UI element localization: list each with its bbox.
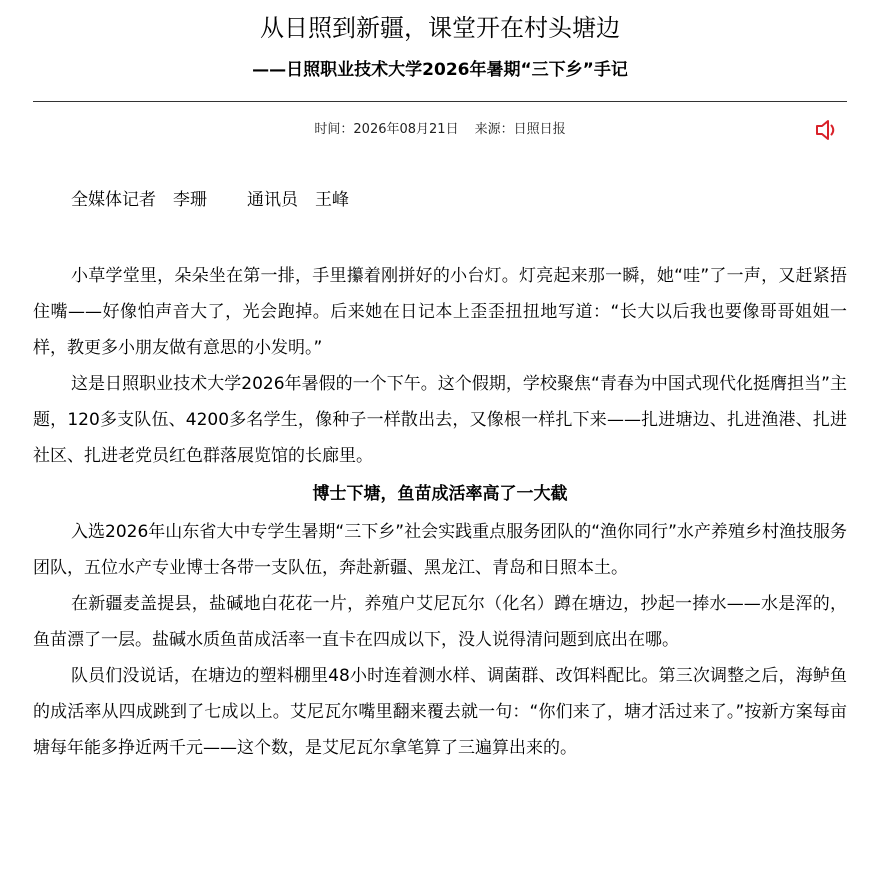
meta-row bbox=[33, 102, 847, 160]
paragraph: 队员们没说话，在塘边的塑料棚里48小时连着测水样、调菌群、改饵料配比。第三次调整之后，海鲈鱼的成活率从四成跳到了七成以上。艾尼瓦尔嘴里翻来覆去就一句：“你们来了，塘才活过来了。”按新方案每亩塘每年能多挣近两千元——这个数，是艾尼瓦尔拿笔算了三遍算出来的。 bbox=[33, 666, 847, 758]
paragraph: 小草学堂里，朵朵坐在第一排，手里攥着刚拼好的小台灯。灯亮起来那一瞬，她“哇”了一声，又赶紧捂住嘴——好像怕声音大了，光会跑掉。后来她在日记本上歪歪扭扭地写道：“长大以后我也要像哥哥姐姐一样，教更多小朋友做有意思的小发明。” bbox=[33, 266, 847, 358]
paragraph: 入选2026年山东省大中专学生暑期“三下乡”社会实践重点服务团队的“渔你同行”水产养殖乡村渔技服务团队，五位水产专业博士各带一支队伍，奔赴新疆、黑龙江、青岛和日照本土。 bbox=[33, 522, 847, 578]
byline bbox=[71, 186, 349, 214]
section-heading: 博士下塘，鱼苗成活率高了一大截 bbox=[312, 484, 568, 504]
read-aloud-button[interactable] bbox=[813, 116, 841, 144]
reporter-name: 全媒体记者 李珊 bbox=[71, 190, 207, 210]
article-meta bbox=[33, 120, 847, 140]
publish-time: 时间：2026年08月21日 bbox=[314, 122, 459, 137]
article-source: 来源：日照日报 bbox=[474, 122, 566, 137]
article-title: 从日照到新疆，课堂开在村头塘边 bbox=[260, 14, 620, 42]
article-page bbox=[33, 0, 847, 758]
speaker-icon bbox=[813, 116, 841, 144]
article-subtitle: ——日照职业技术大学2026年暑期“三下乡”手记 bbox=[252, 60, 628, 80]
paragraph: 在新疆麦盖提县，盐碱地白花花一片，养殖户艾尼瓦尔（化名）蹲在塘边，抄起一捧水——水是浑的，鱼苗漂了一层。盐碱水质鱼苗成活率一直卡在四成以下，没人说得清问题到底出在哪。 bbox=[33, 594, 847, 650]
paragraph: 这是日照职业技术大学2026年暑假的一个下午。这个假期，学校聚焦“青春为中国式现代化挺膺担当”主题，120多支队伍、4200多名学生，像种子一样散出去，又像根一样扎下来——扎进塘边、扎进渔港、扎进社区、扎进老党员红色群落展览馆的长廊里。 bbox=[33, 374, 847, 466]
correspondent-name: 通讯员 王峰 bbox=[247, 190, 349, 210]
article-body bbox=[33, 258, 847, 766]
